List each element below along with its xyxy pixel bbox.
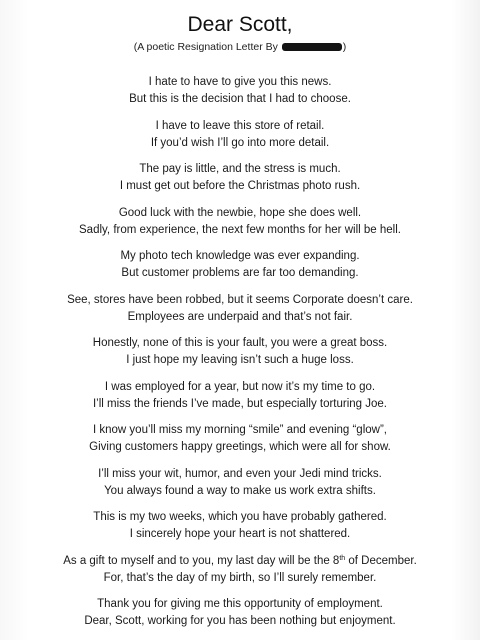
stanza-line: This is my two weeks, which you have probably gathered. [93,511,387,523]
stanza-10 [0,466,480,500]
stanza-line: Giving customers happy greetings, which were all for show. [89,441,391,453]
stanza-7 [0,335,480,369]
date-line-end: of December. [345,554,417,567]
stanza-line: I know you’ll miss my morning “smile” and evening “glow”, [93,424,387,436]
stanza-9 [0,422,480,456]
stanza-line: Honestly, none of this is your fault, you were a great boss. [92,337,388,349]
redacted-author-name [282,43,342,51]
stanza-line: Sadly, from experience, the next few months for her will be hell. [79,223,401,236]
stanza-line: I sincerely hope your heart is not shattered. [129,528,351,540]
stanza-line: My photo tech knowledge was ever expanding. [120,250,360,262]
stanza-6 [0,292,480,326]
stanza-line: I’ll miss the friends I’ve made, but especially torturing Joe. [92,397,388,410]
stanza-line: Thank you for giving me this opportunity of employment. [97,598,383,610]
stanza-line: You always found a way to make us work extra shifts. [104,484,376,497]
date-ordinal-superscript: th [339,554,346,562]
stanza-line: I have to leave this store of retail. [155,119,325,132]
stanza-5 [0,248,480,282]
stanza-8 [0,379,480,413]
stanza-line: Employees are underpaid and that’s not fair. [127,310,353,323]
stanza-3 [0,161,480,195]
letter-subtitle [0,40,480,54]
stanza-line: But this is the decision that I had to choose. [129,93,351,105]
stanza-line: See, stores have been robbed, but it seems Corporate doesn’t care. [67,293,413,306]
stanza-12 [0,553,480,587]
subtitle-suffix: ) [342,41,347,53]
stanza-line: The pay is little, and the stress is much. [139,163,341,175]
stanza-line: I hate to have to give you this news. [148,76,332,88]
stanza-line-with-date [0,553,480,570]
stanza-line: Good luck with the newbie, hope she does well. [118,206,362,219]
stanza-line: I was employed for a year, but now it’s my time to go. [104,380,376,393]
poem-body [0,74,480,640]
stanza-line: I just hope my leaving isn’t such a huge loss. [126,354,354,366]
subtitle-prefix: (A poetic Resignation Letter By [133,41,281,53]
stanza-2 [0,118,480,152]
stanza-11 [0,509,480,543]
letter-title: Dear Scott, [187,13,293,36]
stanza-line: For, that’s the day of my birth, so I’ll surely remember. [103,571,377,584]
stanza-line: Dear, Scott, working for you has been nothing but enjoyment. [84,615,396,627]
stanza-13 [0,596,480,630]
stanza-line: If you’d wish I’ll go into more detail. [150,136,330,149]
stanza-4 [0,205,480,239]
stanza-line: But customer problems are far too demanding. [121,267,359,279]
stanza-line: I’ll miss your wit, humor, and even your Jedi mind tricks. [98,467,382,480]
stanza-line: I must get out before the Christmas photo rush. [119,180,361,192]
date-line-start: As a gift to myself and to you, my last day will be the 8 [63,554,340,567]
stanza-1 [0,74,480,108]
